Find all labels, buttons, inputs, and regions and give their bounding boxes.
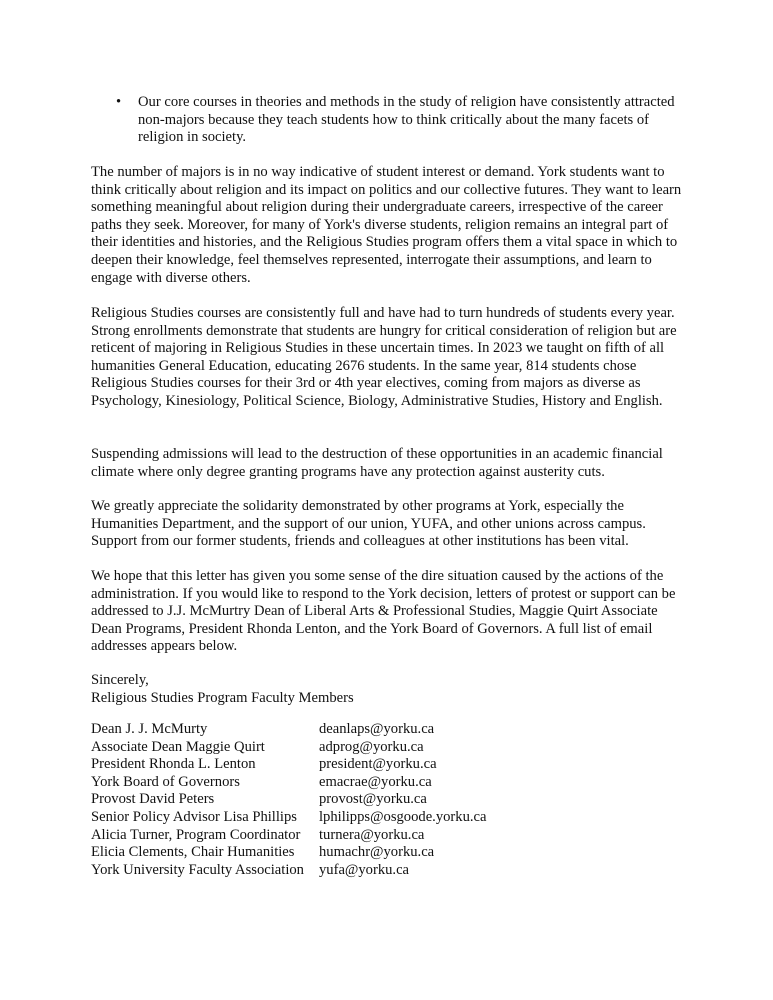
- contact-row: [91, 862, 486, 880]
- contact-row: [91, 721, 486, 739]
- contact-email: humachr@yorku.ca: [319, 844, 435, 861]
- contact-email: emacrae@yorku.ca: [319, 773, 432, 790]
- contact-name: Provost David Peters: [91, 791, 215, 808]
- contact-name: Associate Dean Maggie Quirt: [91, 738, 265, 755]
- salutation: Sincerely,: [91, 672, 149, 688]
- contact-name: York University Faculty Association: [91, 861, 304, 878]
- bullet-item: [116, 94, 696, 147]
- contact-name: Dean J. J. McMurty: [91, 721, 208, 737]
- paragraph-enrollments: Religious Studies courses are consistently full and have had to turn hundreds of students every year. Strong enrollments demonstrate that students are hungry for critical consideration of religion but are reticent of majoring in Religious Studies in these uncertain times. In 2023 we taught on fifth of all humanities General Education, educating 2676 students. In the same year, 814 students chose Religious Studies courses for their 3rd or 4th year electives, coming from majors as diverse as Psychology, Kinesiology, Political Science, Biology, Administrative Studies, History and English.: [91, 305, 677, 409]
- paragraph-student-interest: The number of majors is in no way indicative of student interest or demand. York students want to think critically about religion and its impact on politics and our collective futures. They want to learn something meaningful about religion during their undergraduate careers, irrespective of the career paths they seek. Moreover, for many of York's diverse students, religion remains an integral part of their identities and histories, and the Religious Studies program offers them a vital space in which to deepen their knowledge, feel themselves represented, interrogate their assumptions, and learn to engage with diverse others.: [91, 164, 682, 286]
- contact-email: provost@yorku.ca: [319, 791, 427, 808]
- contact-list: [91, 721, 486, 879]
- bullet-text: Our core courses in theories and methods in the study of religion have consistently attracted non-majors because they teach students how to think critically about the many facets of religion in society.: [138, 94, 675, 146]
- contact-name: President Rhonda L. Lenton: [91, 756, 256, 773]
- signature: Religious Studies Program Faculty Members: [91, 689, 354, 706]
- contact-email: turnera@yorku.ca: [319, 826, 425, 843]
- contact-name: Alicia Turner, Program Coordinator: [91, 826, 301, 843]
- contact-email: yufa@yorku.ca: [319, 861, 410, 878]
- contact-name: York Board of Governors: [91, 773, 240, 790]
- contact-row: [91, 827, 486, 845]
- paragraph-solidarity: We greatly appreciate the solidarity demonstrated by other programs at York, especially the Humanities Department, and the support of our union, YUFA, and other unions across campus. Support from our former students, friends and colleagues at other institutions has been vital.: [91, 498, 646, 550]
- bullet-dot-icon: •: [116, 94, 122, 110]
- paragraph-call-to-action: We hope that this letter has given you some sense of the dire situation caused by the actions of the administration. If you would like to respond to the York decision, letters of protest or support can be addressed to J.J. McMurtry Dean of Liberal Arts & Professional Studies, Maggie Quirt Associate Dean Programs, President Rhonda Lenton, and the York Board of Governors. A full list of email addresses appears below.: [91, 568, 676, 655]
- contact-email: adprog@yorku.ca: [319, 738, 424, 755]
- contact-row: [91, 844, 486, 862]
- contact-row: [91, 809, 486, 827]
- contact-email: president@yorku.ca: [319, 756, 437, 773]
- contact-email: deanlaps@yorku.ca: [319, 721, 435, 737]
- closing-block: [91, 672, 691, 707]
- contact-row: [91, 756, 486, 774]
- bullet-list: [116, 94, 696, 147]
- contact-row: [91, 774, 486, 792]
- contact-row: [91, 791, 486, 809]
- contact-name: Elicia Clements, Chair Humanities: [91, 844, 295, 861]
- contact-name: Senior Policy Advisor Lisa Phillips: [91, 808, 297, 825]
- paragraph-suspending-admissions: Suspending admissions will lead to the destruction of these opportunities in an academic financial climate where only degree granting programs have any protection against austerity cuts.: [91, 446, 663, 480]
- contact-row: [91, 739, 486, 757]
- contact-email: lphilipps@osgoode.yorku.ca: [319, 808, 487, 825]
